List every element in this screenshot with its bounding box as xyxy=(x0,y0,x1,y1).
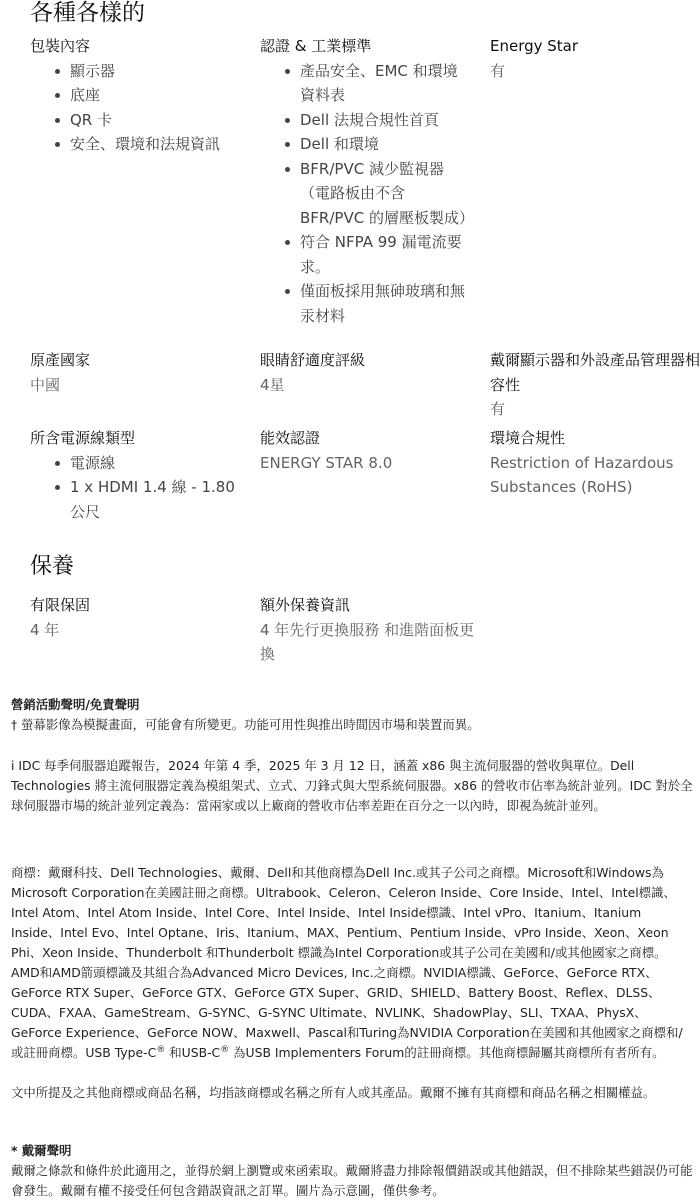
certifications xyxy=(260,34,474,328)
dell-statement-heading xyxy=(11,1141,694,1161)
energy-star xyxy=(490,34,695,83)
limited-warranty xyxy=(30,593,250,642)
list-item: Dell 法規合規性首頁 xyxy=(260,108,470,133)
power-cable-list xyxy=(30,451,250,525)
environmental-compliance xyxy=(490,426,695,500)
certifications-label: 認證 & 工業標準 xyxy=(260,37,372,55)
trademark-text: 和USB-C xyxy=(165,1045,221,1060)
dell-statement-heading-text: * 戴爾聲明 xyxy=(11,1143,72,1158)
energy-star-label: Energy Star xyxy=(490,37,579,55)
energy-star-value: 有 xyxy=(490,61,506,80)
ddpm-label: 戴爾顯示器和外設產品管理器相容性 xyxy=(490,351,700,394)
ddpm-value: 有 xyxy=(490,400,506,418)
list-item: BFR/PVC 減少監視器（電路板由不含 BFR/PVC 的層壓板製成） xyxy=(260,157,470,231)
screen-image-note: † 螢幕影像為模擬畫面，可能會有所變更。功能可用性與推出時間因市場和裝置而異。 xyxy=(11,717,480,732)
eye-comfort xyxy=(260,348,480,397)
trademark-text: 為USB Implementers Forum的註冊商標。其他商標歸屬其商標所有者所有。 xyxy=(229,1045,665,1060)
page-title: 各種各樣的 xyxy=(30,0,145,26)
dell-statement-text: 戴爾之條款和條件於此適用之，並得於網上瀏覽或來函索取。戴爾將盡力排除報價錯誤或其他錯誤，但不排除某些錯誤仍可能會發生。戴爾有權不接受任何包含錯誤資訊之訂單。圖片為示意圖，僅供參考。 xyxy=(11,1163,693,1198)
package-contents xyxy=(30,34,250,157)
list-item: 安全、環境和法規資訊 xyxy=(30,132,250,157)
registered-mark: ® xyxy=(220,1044,230,1055)
trademark-text: 商標：戴爾科技、Dell Technologies、戴爾、Dell和其他商標為Dell Inc.或其子公司之商標。Microsoft和Windows為Microsoft Corporation在美國註冊之商標。Ultrabook、Celeron、Celeron Inside、Core Inside、Intel、Intel標識、Intel Atom、Intel Atom Inside、Intel Core、Intel Inside、Intel Inside標識、Intel vPro、Itanium、Itanium Inside、Intel Evo、Intel Optane、Iris、Itanium、MAX、Pentium、Pentium Inside、vPro Inside、Xeon、Xeon Phi、Xeon Inside、Thunderbolt 和Thunderbolt 標識為Intel Corporation或其子公司在美國和/或其他國家之商標。AMD和AMD箭頭標識及其組合為Advanced Micro Devices, Inc.之商標。NVIDIA標識、GeForce、GeForce RTX、GeForce RTX Super、GeForce GTX、GeForce GTX Super、GRID、SHIELD、Battery Boost、Reflex、DLSS、CUDA、FXAA、GameStream、G-SYNC、G-SYNC Ultimate、NVLINK、ShadowPlay、SLI、TXAA、PhysX、GeForce Experience、GeForce NOW、Maxwell、Pascal和Turing為NVIDIA Corporation在美國和其他國家之商標和/或註冊商標。USB Type-C xyxy=(11,865,683,1060)
energy-cert-label: 能效認證 xyxy=(260,429,321,447)
energy-cert-value: ENERGY STAR 8.0 xyxy=(260,453,393,472)
list-item: 1 x HDMI 1.4 線 - 1.80 公尺 xyxy=(30,475,250,524)
limited-warranty-value: 4 年 xyxy=(30,620,60,639)
country-of-origin xyxy=(30,348,250,397)
power-cable-label: 所含電源線類型 xyxy=(30,429,136,447)
list-item: 產品安全、EMC 和環境資料表 xyxy=(260,59,470,108)
list-item: QR 卡 xyxy=(30,108,250,133)
disclaimer-heading xyxy=(11,695,694,715)
list-item: 符合 NFPA 99 漏電流要求。 xyxy=(260,230,470,279)
registered-mark: ® xyxy=(156,1044,166,1055)
list-item: 電源線 xyxy=(30,451,250,476)
trademark-ownership-note: 文中所提及之其他商標或商品名稱，均指該商標或名稱之所有人或其產品。戴爾不擁有其商標和商品名稱之相關權益。 xyxy=(11,1085,656,1100)
ddpm-compatibility xyxy=(490,348,700,422)
extra-warranty-value: 4 年先行更換服務 和進階面板更換 xyxy=(260,620,475,663)
list-item: 底座 xyxy=(30,83,250,108)
idc-note: i IDC 每季伺服器追蹤報告，2024 年第 4 季，2025 年 3 月 12 日，涵蓋 x86 與主流伺服器的營收與單位。Dell Technologies 將主流伺服器定義為模組架式、立式、刀鋒式與大型系統伺服器。x86 的營收市佔率為統計並列。IDC 對於全球伺服器市場的統計並列定義為：當兩家或以上廠商的營收市佔率差距在百分之一以內時，即視為統計並列。 xyxy=(11,758,693,813)
list-item: Dell 和環境 xyxy=(260,132,470,157)
warranty-title: 保養 xyxy=(30,554,75,579)
env-compliance-value: Restriction of Hazardous Substances (RoHS) xyxy=(490,453,674,496)
energy-certification xyxy=(260,426,480,475)
list-item: 僅面板採用無砷玻璃和無汞材料 xyxy=(260,279,470,328)
extra-warranty-label: 額外保養資訊 xyxy=(260,596,351,614)
disclaimer-heading-text: 營銷活動聲明/免責聲明 xyxy=(11,697,140,712)
power-cable-type xyxy=(30,426,250,524)
env-compliance-label: 環境合規性 xyxy=(490,429,566,447)
package-contents-list xyxy=(30,59,250,157)
eye-comfort-label: 眼睛舒適度評級 xyxy=(260,351,366,369)
extra-warranty-info xyxy=(260,593,480,667)
limited-warranty-label: 有限保固 xyxy=(30,596,91,614)
certifications-list xyxy=(260,59,474,329)
origin-value: 中國 xyxy=(30,375,61,394)
list-item: 顯示器 xyxy=(30,59,250,84)
trademark-notice xyxy=(11,863,694,1063)
origin-label: 原產國家 xyxy=(30,351,91,369)
eye-comfort-value: 4星 xyxy=(260,375,285,394)
package-contents-label: 包裝內容 xyxy=(30,37,91,55)
